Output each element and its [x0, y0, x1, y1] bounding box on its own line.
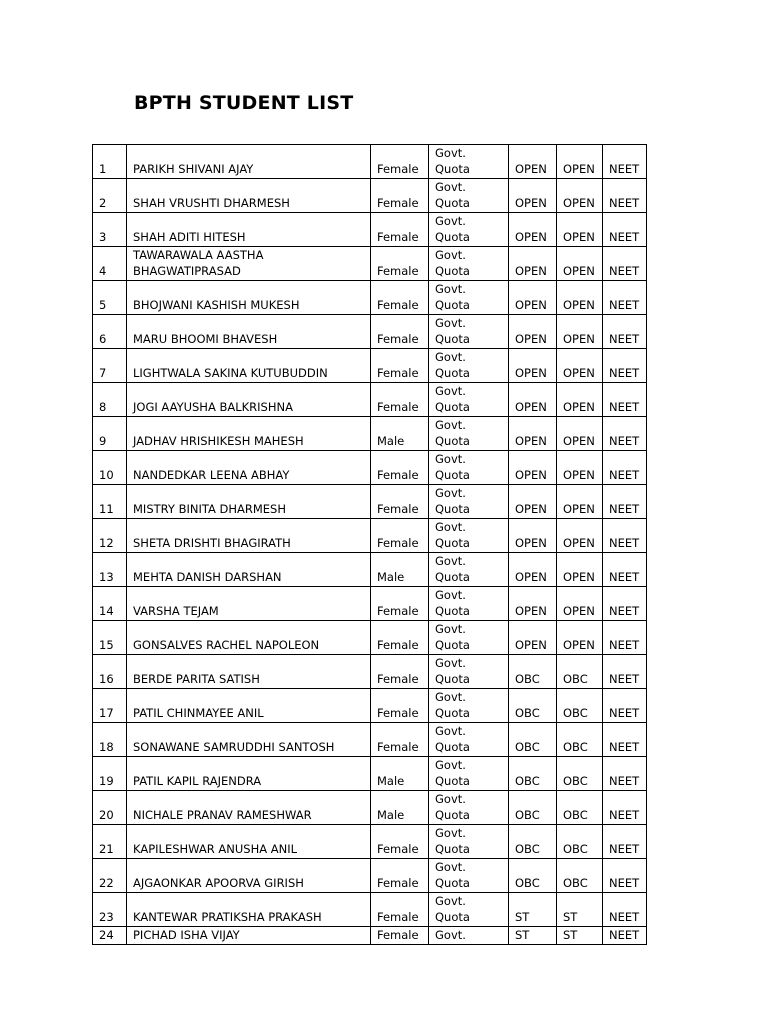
- quota-line: Quota: [435, 774, 470, 788]
- table-row: [93, 383, 647, 417]
- gender-cell: Female: [371, 179, 429, 213]
- serial-number-cell: 13: [93, 553, 127, 587]
- serial-number-cell: 20: [93, 791, 127, 825]
- quota-line: Govt.: [435, 486, 466, 500]
- student-name-cell: SHETA DRISHTI BHAGIRATH: [127, 519, 371, 553]
- entrance-exam-cell: NEET: [603, 519, 647, 553]
- student-name-cell: MISTRY BINITA DHARMESH: [127, 485, 371, 519]
- student-name-cell: SHAH VRUSHTI DHARMESH: [127, 179, 371, 213]
- serial-number-cell: 23: [93, 893, 127, 927]
- gender-cell: Female: [371, 247, 429, 281]
- quota-line: Quota: [435, 876, 470, 890]
- table-row: [93, 655, 647, 689]
- quota-line: Quota: [435, 706, 470, 720]
- student-name-cell: KANTEWAR PRATIKSHA PRAKASH: [127, 893, 371, 927]
- allotted-category-cell: OPEN: [557, 145, 603, 179]
- serial-number-cell: 24: [93, 927, 127, 945]
- table-row: [93, 791, 647, 825]
- serial-number-cell: 15: [93, 621, 127, 655]
- allotted-category-cell: OPEN: [557, 485, 603, 519]
- category-cell: OPEN: [509, 417, 557, 451]
- gender-cell: Female: [371, 315, 429, 349]
- allotted-category-cell: OPEN: [557, 553, 603, 587]
- table-row: [93, 859, 647, 893]
- admission-quota-cell: [429, 587, 509, 621]
- admission-quota-cell: [429, 451, 509, 485]
- student-name-cell: BERDE PARITA SATISH: [127, 655, 371, 689]
- student-name-line: BHAGWATIPRASAD: [133, 264, 241, 278]
- category-cell: OPEN: [509, 451, 557, 485]
- serial-number-cell: 12: [93, 519, 127, 553]
- admission-quota-cell: [429, 553, 509, 587]
- category-cell: OBC: [509, 825, 557, 859]
- admission-quota-cell: [429, 485, 509, 519]
- allotted-category-cell: OPEN: [557, 315, 603, 349]
- category-cell: OBC: [509, 757, 557, 791]
- allotted-category-cell: OBC: [557, 825, 603, 859]
- gender-cell: Female: [371, 893, 429, 927]
- student-name-cell: PATIL CHINMAYEE ANIL: [127, 689, 371, 723]
- entrance-exam-cell: NEET: [603, 621, 647, 655]
- admission-quota-cell: [429, 519, 509, 553]
- quota-line: Quota: [435, 808, 470, 822]
- table-row: [93, 247, 647, 281]
- allotted-category-cell: OBC: [557, 859, 603, 893]
- student-name-cell: JOGI AAYUSHA BALKRISHNA: [127, 383, 371, 417]
- category-cell: OBC: [509, 859, 557, 893]
- student-name-cell: BHOJWANI KASHISH MUKESH: [127, 281, 371, 315]
- quota-line: Quota: [435, 910, 470, 924]
- quota-line: Quota: [435, 366, 470, 380]
- gender-cell: Female: [371, 519, 429, 553]
- serial-number-cell: 11: [93, 485, 127, 519]
- admission-quota-cell: [429, 893, 509, 927]
- category-cell: OBC: [509, 723, 557, 757]
- table-row: [93, 281, 647, 315]
- entrance-exam-cell: NEET: [603, 315, 647, 349]
- allotted-category-cell: OPEN: [557, 349, 603, 383]
- entrance-exam-cell: NEET: [603, 927, 647, 945]
- quota-line: Quota: [435, 536, 470, 550]
- admission-quota-cell: [429, 621, 509, 655]
- allotted-category-cell: OPEN: [557, 587, 603, 621]
- serial-number-cell: 22: [93, 859, 127, 893]
- allotted-category-cell: OPEN: [557, 417, 603, 451]
- gender-cell: Female: [371, 485, 429, 519]
- table-row: [93, 349, 647, 383]
- gender-cell: Male: [371, 417, 429, 451]
- quota-line: Quota: [435, 434, 470, 448]
- table-row: [93, 723, 647, 757]
- admission-quota-cell: [429, 247, 509, 281]
- quota-line: Govt.: [435, 860, 466, 874]
- entrance-exam-cell: NEET: [603, 451, 647, 485]
- quota-line: Govt.: [435, 180, 466, 194]
- gender-cell: Male: [371, 791, 429, 825]
- admission-quota-cell: [429, 655, 509, 689]
- gender-cell: Female: [371, 859, 429, 893]
- student-name-cell: PATIL KAPIL RAJENDRA: [127, 757, 371, 791]
- entrance-exam-cell: NEET: [603, 553, 647, 587]
- serial-number-cell: 3: [93, 213, 127, 247]
- quota-line: Quota: [435, 638, 470, 652]
- entrance-exam-cell: NEET: [603, 213, 647, 247]
- admission-quota-cell: [429, 859, 509, 893]
- category-cell: OBC: [509, 791, 557, 825]
- quota-line: Govt.: [435, 826, 466, 840]
- quota-line: Govt.: [435, 758, 466, 772]
- entrance-exam-cell: NEET: [603, 655, 647, 689]
- category-cell: ST: [509, 927, 557, 945]
- category-cell: OPEN: [509, 145, 557, 179]
- gender-cell: Female: [371, 349, 429, 383]
- serial-number-cell: 7: [93, 349, 127, 383]
- serial-number-cell: 8: [93, 383, 127, 417]
- admission-quota-cell: [429, 383, 509, 417]
- quota-line: Govt.: [435, 146, 466, 160]
- entrance-exam-cell: NEET: [603, 893, 647, 927]
- quota-line: Govt.: [435, 316, 466, 330]
- category-cell: OBC: [509, 655, 557, 689]
- serial-number-cell: 5: [93, 281, 127, 315]
- entrance-exam-cell: NEET: [603, 247, 647, 281]
- quota-line: Govt.: [435, 384, 466, 398]
- entrance-exam-cell: NEET: [603, 791, 647, 825]
- allotted-category-cell: ST: [557, 927, 603, 945]
- admission-quota-cell: [429, 145, 509, 179]
- admission-quota-cell: [429, 757, 509, 791]
- serial-number-cell: 19: [93, 757, 127, 791]
- quota-line: Govt.: [435, 248, 466, 262]
- category-cell: OBC: [509, 689, 557, 723]
- category-cell: ST: [509, 893, 557, 927]
- entrance-exam-cell: NEET: [603, 689, 647, 723]
- admission-quota-cell: [429, 349, 509, 383]
- quota-line: Quota: [435, 298, 470, 312]
- entrance-exam-cell: NEET: [603, 383, 647, 417]
- admission-quota-cell: [429, 281, 509, 315]
- allotted-category-cell: ST: [557, 893, 603, 927]
- student-name-cell: SONAWANE SAMRUDDHI SANTOSH: [127, 723, 371, 757]
- allotted-category-cell: OPEN: [557, 519, 603, 553]
- quota-line: Quota: [435, 502, 470, 516]
- entrance-exam-cell: NEET: [603, 825, 647, 859]
- student-table: [92, 144, 647, 945]
- entrance-exam-cell: NEET: [603, 723, 647, 757]
- table-row: [93, 825, 647, 859]
- table-row: [93, 689, 647, 723]
- table-row: [93, 757, 647, 791]
- quota-line: Quota: [435, 332, 470, 346]
- gender-cell: Female: [371, 451, 429, 485]
- student-table-body: [93, 145, 647, 945]
- table-row: [93, 893, 647, 927]
- allotted-category-cell: OPEN: [557, 451, 603, 485]
- serial-number-cell: 1: [93, 145, 127, 179]
- allotted-category-cell: OPEN: [557, 179, 603, 213]
- table-row: [93, 145, 647, 179]
- quota-line: Quota: [435, 468, 470, 482]
- table-row: [93, 485, 647, 519]
- admission-quota-cell: [429, 791, 509, 825]
- admission-quota-cell: [429, 689, 509, 723]
- quota-line: Quota: [435, 604, 470, 618]
- entrance-exam-cell: NEET: [603, 349, 647, 383]
- quota-line: Govt.: [435, 928, 466, 942]
- admission-quota-cell: [429, 213, 509, 247]
- admission-quota-cell: [429, 315, 509, 349]
- table-row: [93, 417, 647, 451]
- category-cell: OPEN: [509, 213, 557, 247]
- category-cell: OPEN: [509, 587, 557, 621]
- quota-line: Govt.: [435, 588, 466, 602]
- quota-line: Govt.: [435, 792, 466, 806]
- table-row: [93, 315, 647, 349]
- quota-line: Quota: [435, 740, 470, 754]
- entrance-exam-cell: NEET: [603, 757, 647, 791]
- gender-cell: Female: [371, 723, 429, 757]
- entrance-exam-cell: NEET: [603, 281, 647, 315]
- serial-number-cell: 2: [93, 179, 127, 213]
- gender-cell: Female: [371, 281, 429, 315]
- gender-cell: Female: [371, 621, 429, 655]
- entrance-exam-cell: NEET: [603, 417, 647, 451]
- quota-line: Govt.: [435, 690, 466, 704]
- category-cell: OPEN: [509, 349, 557, 383]
- category-cell: OPEN: [509, 179, 557, 213]
- table-row: [93, 927, 647, 945]
- admission-quota-cell: [429, 417, 509, 451]
- student-name-cell: PARIKH SHIVANI AJAY: [127, 145, 371, 179]
- quota-line: Quota: [435, 400, 470, 414]
- gender-cell: Female: [371, 655, 429, 689]
- quota-line: Quota: [435, 264, 470, 278]
- page-title: BPTH STUDENT LIST: [134, 92, 354, 114]
- quota-line: Govt.: [435, 214, 466, 228]
- student-name-cell: LIGHTWALA SAKINA KUTUBUDDIN: [127, 349, 371, 383]
- admission-quota-cell: [429, 179, 509, 213]
- gender-cell: Female: [371, 689, 429, 723]
- student-name-cell: SHAH ADITI HITESH: [127, 213, 371, 247]
- quota-line: Govt.: [435, 894, 466, 908]
- gender-cell: Female: [371, 213, 429, 247]
- serial-number-cell: 16: [93, 655, 127, 689]
- category-cell: OPEN: [509, 247, 557, 281]
- category-cell: OPEN: [509, 621, 557, 655]
- admission-quota-cell: [429, 723, 509, 757]
- gender-cell: Female: [371, 825, 429, 859]
- serial-number-cell: 18: [93, 723, 127, 757]
- allotted-category-cell: OPEN: [557, 213, 603, 247]
- category-cell: OPEN: [509, 315, 557, 349]
- allotted-category-cell: OBC: [557, 791, 603, 825]
- entrance-exam-cell: NEET: [603, 485, 647, 519]
- quota-line: Quota: [435, 842, 470, 856]
- table-row: [93, 179, 647, 213]
- quota-line: Quota: [435, 570, 470, 584]
- serial-number-cell: 17: [93, 689, 127, 723]
- quota-line: Govt.: [435, 350, 466, 364]
- student-name-cell: NICHALE PRANAV RAMESHWAR: [127, 791, 371, 825]
- serial-number-cell: 4: [93, 247, 127, 281]
- category-cell: OPEN: [509, 281, 557, 315]
- student-name-cell: VARSHA TEJAM: [127, 587, 371, 621]
- quota-line: Govt.: [435, 418, 466, 432]
- table-row: [93, 587, 647, 621]
- student-name-cell: KAPILESHWAR ANUSHA ANIL: [127, 825, 371, 859]
- student-name-cell: [127, 247, 371, 281]
- gender-cell: Female: [371, 383, 429, 417]
- admission-quota-cell: [429, 825, 509, 859]
- student-name-cell: PICHAD ISHA VIJAY: [127, 927, 371, 945]
- quota-line: Govt.: [435, 622, 466, 636]
- student-name-cell: MEHTA DANISH DARSHAN: [127, 553, 371, 587]
- allotted-category-cell: OBC: [557, 757, 603, 791]
- table-row: [93, 553, 647, 587]
- quota-line: Govt.: [435, 452, 466, 466]
- gender-cell: Male: [371, 757, 429, 791]
- quota-line: Govt.: [435, 282, 466, 296]
- student-name-cell: MARU BHOOMI BHAVESH: [127, 315, 371, 349]
- allotted-category-cell: OBC: [557, 689, 603, 723]
- student-name-line: TAWARAWALA AASTHA: [133, 248, 264, 262]
- allotted-category-cell: OBC: [557, 723, 603, 757]
- admission-quota-cell: [429, 927, 509, 945]
- table-row: [93, 621, 647, 655]
- quota-line: Govt.: [435, 656, 466, 670]
- allotted-category-cell: OPEN: [557, 383, 603, 417]
- gender-cell: Female: [371, 927, 429, 945]
- category-cell: OPEN: [509, 485, 557, 519]
- student-name-cell: GONSALVES RACHEL NAPOLEON: [127, 621, 371, 655]
- serial-number-cell: 6: [93, 315, 127, 349]
- allotted-category-cell: OPEN: [557, 247, 603, 281]
- category-cell: OPEN: [509, 553, 557, 587]
- gender-cell: Female: [371, 145, 429, 179]
- quota-line: Quota: [435, 196, 470, 210]
- category-cell: OPEN: [509, 519, 557, 553]
- gender-cell: Female: [371, 587, 429, 621]
- serial-number-cell: 14: [93, 587, 127, 621]
- quota-line: Govt.: [435, 724, 466, 738]
- quota-line: Govt.: [435, 554, 466, 568]
- student-name-cell: AJGAONKAR APOORVA GIRISH: [127, 859, 371, 893]
- entrance-exam-cell: NEET: [603, 859, 647, 893]
- table-row: [93, 213, 647, 247]
- entrance-exam-cell: NEET: [603, 587, 647, 621]
- serial-number-cell: 9: [93, 417, 127, 451]
- serial-number-cell: 10: [93, 451, 127, 485]
- allotted-category-cell: OPEN: [557, 281, 603, 315]
- student-name-cell: JADHAV HRISHIKESH MAHESH: [127, 417, 371, 451]
- gender-cell: Male: [371, 553, 429, 587]
- quota-line: Quota: [435, 230, 470, 244]
- allotted-category-cell: OPEN: [557, 621, 603, 655]
- table-row: [93, 451, 647, 485]
- entrance-exam-cell: NEET: [603, 179, 647, 213]
- quota-line: Quota: [435, 162, 470, 176]
- quota-line: Quota: [435, 672, 470, 686]
- quota-line: Govt.: [435, 520, 466, 534]
- category-cell: OPEN: [509, 383, 557, 417]
- student-name-cell: NANDEDKAR LEENA ABHAY: [127, 451, 371, 485]
- entrance-exam-cell: NEET: [603, 145, 647, 179]
- serial-number-cell: 21: [93, 825, 127, 859]
- allotted-category-cell: OBC: [557, 655, 603, 689]
- table-row: [93, 519, 647, 553]
